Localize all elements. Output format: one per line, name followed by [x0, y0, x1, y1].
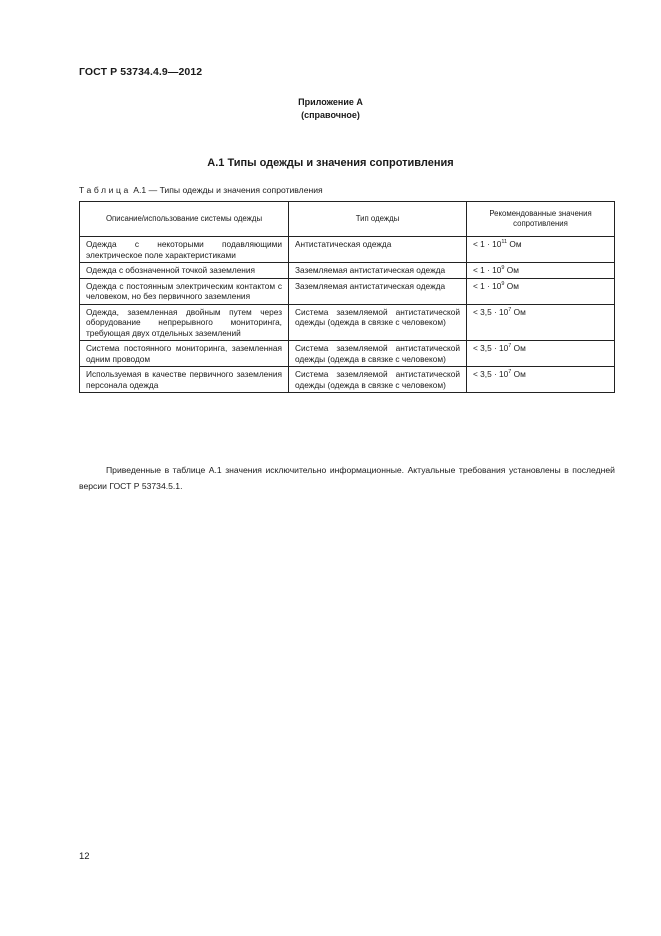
table-header-row [80, 202, 615, 237]
cell-clothing-type: Система заземляемой антистатической одежды (одежда в связке с человеком) [289, 341, 467, 367]
cell-resistance: < $1 \cdot 10^9$ Ом [467, 278, 615, 304]
cell-clothing-type: Заземляемая антистатическая одежда [289, 278, 467, 304]
cell-description: Одежда с постоянным электрическим контактом с человеком, но без первичного заземления [80, 278, 289, 304]
cell-resistance: < $3,5 \cdot 10^7$ Ом [467, 341, 615, 367]
table-caption-text: А.1 — Типы одежды и значения сопротивления [133, 185, 323, 195]
header-description: Описание/использование системы одежды [80, 202, 289, 237]
table-row [80, 304, 615, 341]
table-row [80, 263, 615, 279]
informational-note [79, 462, 615, 494]
cell-description: Используемая в качестве первичного заземления персонала одежда [80, 367, 289, 393]
table-row [80, 367, 615, 393]
cell-resistance: < $1 \cdot 10^{11}$ Ом [467, 237, 615, 263]
section-title: А.1 Типы одежды и значения сопротивления [207, 157, 454, 169]
header-clothing-type: Тип одежды [289, 202, 467, 237]
table-row [80, 237, 615, 263]
cell-clothing-type: Система заземляемой антистатической одежды (одежда в связке с человеком) [289, 367, 467, 393]
cell-description: Одежда с обозначенной точкой заземления [80, 263, 289, 279]
table-caption [79, 185, 323, 195]
cell-description: Одежда, заземленная двойным путем через оборудование непрерывного мониторинга, требующая двух отдельных заземлений [80, 304, 289, 341]
cell-clothing-type: Антистатическая одежда [289, 237, 467, 263]
resistance-table [79, 201, 615, 393]
table-row [80, 278, 615, 304]
note-text: Приведенные в таблице А.1 значения исключительно информационные. Актуальные требования установлены в последней версии ГОСТ Р 53734.5.1. [79, 465, 615, 491]
document-code: ГОСТ Р 53734.4.9—2012 [79, 66, 203, 78]
annex-title: Приложение А [298, 97, 363, 107]
header-resistance: Рекомендованные значения сопротивления [467, 202, 615, 237]
table-row [80, 341, 615, 367]
cell-clothing-type: Заземляемая антистатическая одежда [289, 263, 467, 279]
cell-description: Система постоянного мониторинга, заземленная одним проводом [80, 341, 289, 367]
cell-resistance: < $3,5 \cdot 10^7$ Ом [467, 367, 615, 393]
cell-resistance: < $1 \cdot 10^9$ Ом [467, 263, 615, 279]
annex-type: (справочное) [301, 110, 360, 120]
cell-resistance: < $3,5 \cdot 10^7$ Ом [467, 304, 615, 341]
cell-description: Одежда с некоторыми подавляющими электрическое поле характеристиками [80, 237, 289, 263]
table-caption-label: Таблица [79, 185, 131, 195]
cell-clothing-type: Система заземляемой антистатической одежды (одежда в связке с человеком) [289, 304, 467, 341]
page-number: 12 [79, 851, 90, 862]
